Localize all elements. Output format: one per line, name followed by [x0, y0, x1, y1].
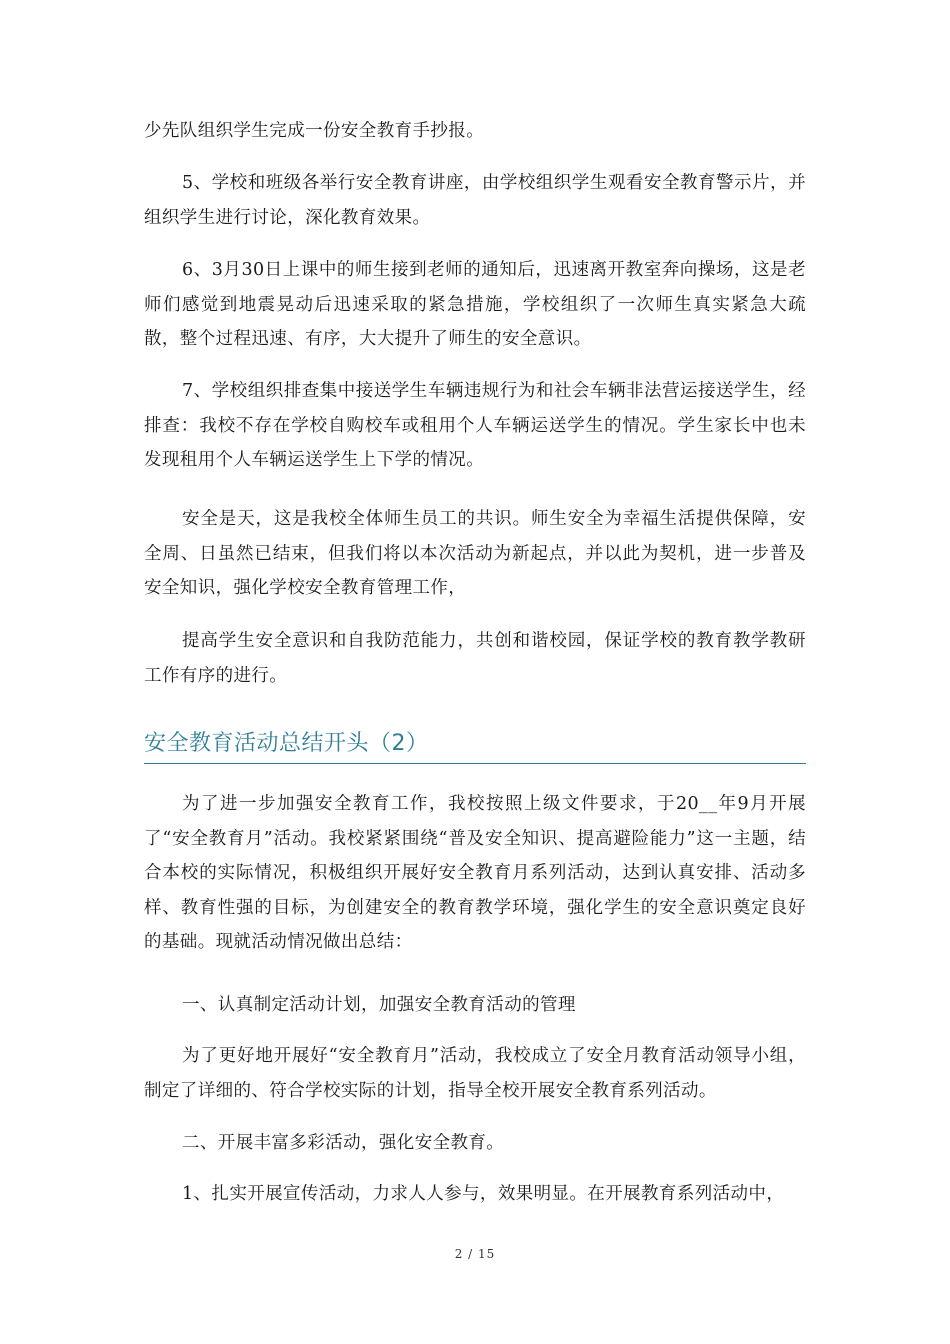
paragraph-item-5: 5、学校和班级各举行安全教育讲座，由学校组织学生观看安全教育警示片，并组织学生进行讨论，深化教育效果。: [144, 173, 806, 228]
paragraph-item-7: 7、学校组织排查集中接送学生车辆违规行为和社会车辆非法营运接送学生，经排查：我校不存在学校自购校车或租用个人车辆运送学生的情况。学生家长中也未发现租用个人车辆运送学生上下学的情况。: [144, 381, 806, 470]
paragraph-safety-awareness: 提高学生安全意识和自我防范能力，共创和谐校园，保证学校的教育教学教研工作有序的进行。: [144, 631, 806, 686]
paragraph-section-two-heading: 二、开展丰富多彩活动，强化安全教育。: [182, 1133, 505, 1153]
paragraph-safety-consensus: 安全是天，这是我校全体师生员工的共识。师生安全为幸福生活提供保障，安全周、日虽然已结束，但我们将以本次活动为新起点，并以此为契机，进一步普及安全知识，强化学校安全教育管理工作，: [144, 509, 806, 598]
paragraph-continuation: 少先队组织学生完成一份安全教育手抄报。: [144, 121, 485, 141]
paragraph-item-6: 6、3月30日上课中的师生接到老师的通知后，迅速离开教室奔向操场，这是老师们感觉到地震晃动后迅速采取的紧急措施，学校组织了一次师生真实紧急大疏散，整个过程迅速、有序，大大提升了师生的安全意识。: [144, 260, 806, 349]
paragraph-leadership-group: 为了更好地开展好“安全教育月”活动，我校成立了安全月教育活动领导小组，制定了详细的、符合学校实际的计划，指导全校开展安全教育系列活动。: [144, 1046, 806, 1101]
heading-underline: [144, 763, 806, 764]
section-heading: 安全教育活动总结开头（2）: [144, 731, 429, 756]
paragraph-section-one-heading: 一、认真制定活动计划，加强安全教育活动的管理: [182, 995, 576, 1015]
paragraph-intro: 为了进一步加强安全教育工作，我校按照上级文件要求，于20__年9月开展了“安全教育月”活动。我校紧紧围绕“普及安全知识、提高避险能力”这一主题，结合本校的实际情况，积极组织开展好安全教育月系列活动，达到认真安排、活动多样、教育性强的目标，为创建安全的教育教学环境，强化学生的安全意识奠定良好的基础。现就活动情况做出总结：: [144, 794, 806, 952]
page-number: 2 / 15: [454, 1247, 496, 1261]
paragraph-item-1: 1、扎实开展宣传活动，力求人人参与，效果明显。在开展教育系列活动中，: [182, 1184, 785, 1204]
